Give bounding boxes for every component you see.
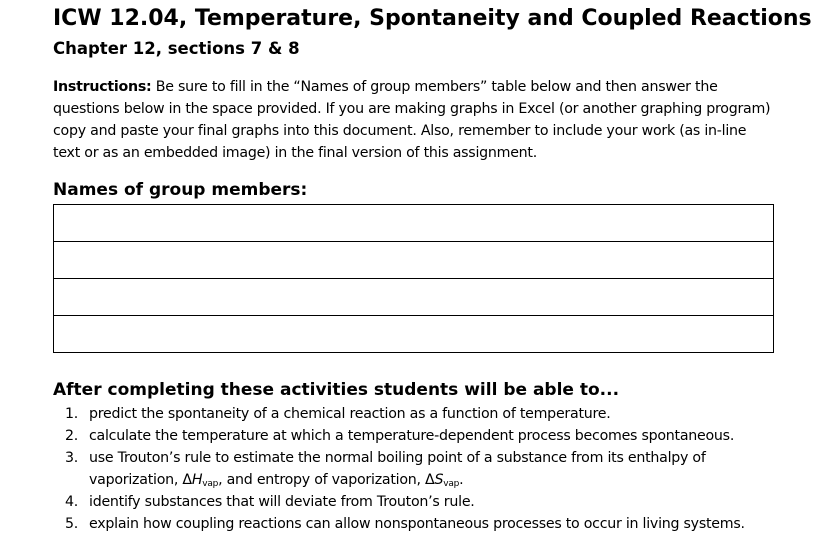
list-item-text-end: . [459, 472, 464, 488]
list-item [53, 513, 793, 535]
document-title: ICW 12.04, Temperature, Spontaneity and Coupled Reactions [53, 6, 812, 31]
enthalpy-variable: H [191, 472, 203, 488]
member-name-cell[interactable] [54, 279, 774, 316]
delta-symbol: Δ [182, 472, 192, 488]
list-item-text: predict the spontaneity of a chemical reaction as a function of temperature. [89, 406, 611, 422]
delta-symbol: Δ [425, 472, 435, 488]
member-name-cell[interactable] [54, 242, 774, 279]
entropy-variable: S [434, 472, 444, 488]
list-item-text [89, 450, 706, 488]
list-item-text-mid: , and entropy of vaporization, [218, 472, 426, 488]
document-subtitle: Chapter 12, sections 7 & 8 [53, 39, 300, 58]
group-members-table [53, 204, 774, 353]
list-item [53, 403, 793, 425]
group-members-heading: Names of group members: [53, 180, 308, 200]
list-item-number: 5. [65, 516, 79, 532]
list-item-number: 3. [65, 450, 79, 466]
table-row [54, 242, 774, 279]
list-item-number: 2. [65, 428, 79, 444]
list-item-text: identify substances that will deviate from Trouton’s rule. [89, 494, 475, 510]
learning-objectives-list [53, 403, 793, 535]
instructions-paragraph [53, 76, 773, 164]
enthalpy-subscript: vap [202, 479, 219, 489]
list-item [53, 491, 793, 513]
learning-objectives-heading: After completing these activities students will be able to... [53, 380, 620, 400]
list-item-number: 4. [65, 494, 79, 510]
table-row [54, 316, 774, 353]
list-item-text-start: use Trouton’s rule to estimate the normal boiling point of a substance from its enthalpy of vaporization, [89, 450, 706, 488]
list-item [53, 425, 793, 447]
member-name-cell[interactable] [54, 205, 774, 242]
instructions-text: Be sure to fill in the “Names of group members” table below and then answer the questions below in the space provided. If you are making graphs in Excel (or another graphing program) copy and paste your final graphs into this document. Also, remember to include your work (as in-line text or as an embedded image) in the final version of this assignment. [53, 79, 771, 161]
list-item-text: explain how coupling reactions can allow nonspontaneous processes to occur in living systems. [89, 516, 745, 532]
list-item-text: calculate the temperature at which a temperature-dependent process becomes spontaneous. [89, 428, 735, 444]
list-item-number: 1. [65, 406, 79, 422]
table-row [54, 205, 774, 242]
entropy-subscript: vap [443, 479, 460, 489]
instructions-label: Instructions: [53, 79, 152, 95]
list-item [53, 447, 793, 491]
table-row [54, 279, 774, 316]
member-name-cell[interactable] [54, 316, 774, 353]
